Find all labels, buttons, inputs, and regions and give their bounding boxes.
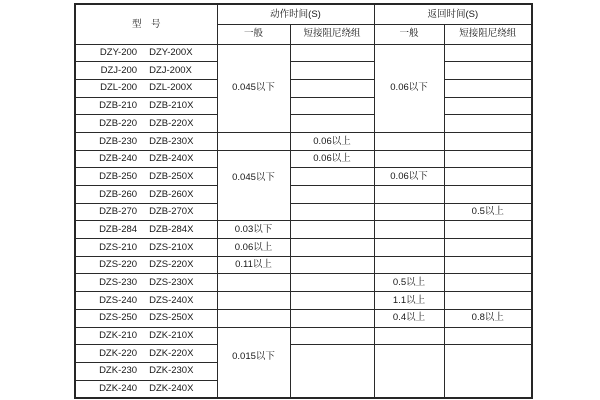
action-time-damped-winding-cell [290, 309, 374, 327]
model-name: DZB-210 [99, 100, 138, 112]
model-name: DZK-220 [99, 347, 138, 359]
table-row [75, 168, 532, 186]
table-row [75, 274, 532, 292]
action-time-general-cell [217, 44, 290, 132]
table-row [75, 62, 532, 80]
action-time-damped-winding-cell [290, 97, 374, 115]
return-time-damped-winding-cell [444, 345, 532, 398]
model-name: DZK-240 [99, 382, 138, 394]
table-row [75, 186, 532, 204]
header-action-damped-winding: 短接阻尼绕组 [290, 24, 374, 44]
model-variant-name: DZK-210X [149, 330, 194, 342]
model-cell [75, 256, 217, 274]
header-action-general: 一般 [217, 24, 290, 44]
model-variant-name: DZB-270X [149, 206, 194, 218]
model-name: DZB-240 [99, 153, 138, 165]
model-cell [75, 239, 217, 257]
return-time-damped-winding-cell [444, 97, 532, 115]
return-time-general-cell [374, 150, 444, 168]
table-row [75, 292, 532, 310]
table-row [75, 239, 532, 257]
model-cell [75, 44, 217, 62]
action-time-general-value: 0.045以下 [232, 82, 275, 94]
header-return-general: 一般 [374, 24, 444, 44]
table-row [75, 309, 532, 327]
model-variant-name: DZS-210X [149, 241, 194, 253]
action-time-damped-winding-cell [290, 44, 374, 62]
return-time-damped-winding-cell [444, 274, 532, 292]
action-time-general-value: 0.015以下 [232, 351, 275, 363]
model-cell [75, 79, 217, 97]
return-time-damped-winding-cell [444, 239, 532, 257]
return-time-damped-winding-cell [444, 132, 532, 150]
model-name: DZY-200 [99, 47, 138, 59]
action-time-damped-winding-cell [290, 292, 374, 310]
return-time-general-cell [374, 168, 444, 186]
return-time-general-cell [374, 256, 444, 274]
action-time-general-cell [217, 274, 290, 292]
return-time-general-cell [374, 309, 444, 327]
table-row [75, 256, 532, 274]
return-time-damped-winding-cell [444, 309, 532, 327]
model-cell [75, 345, 217, 363]
model-variant-name: DZK-220X [149, 347, 194, 359]
table-row [75, 97, 532, 115]
model-name: DZB-250 [99, 170, 138, 182]
action-time-general-cell [217, 256, 290, 274]
model-name: DZJ-200 [100, 64, 138, 76]
model-name: DZS-250 [99, 312, 138, 324]
return-time-damped-winding-cell [444, 221, 532, 239]
model-cell [75, 132, 217, 150]
action-time-general-cell [217, 327, 290, 398]
action-time-damped-winding-cell [290, 274, 374, 292]
action-time-damped-winding-cell [290, 256, 374, 274]
model-cell [75, 62, 217, 80]
table-row [75, 345, 532, 363]
model-name: DZB-284 [99, 223, 138, 235]
model-variant-name: DZB-220X [149, 117, 194, 129]
return-time-damped-winding-cell [444, 62, 532, 80]
model-cell [75, 186, 217, 204]
model-variant-name: DZB-240X [149, 153, 194, 165]
return-time-general-value: 0.06以下 [390, 170, 428, 182]
model-cell [75, 362, 217, 380]
table-row [75, 44, 532, 62]
table-row [75, 132, 532, 150]
relay-timing-table [74, 3, 533, 399]
return-time-damped-winding-cell [444, 203, 532, 221]
model-name: DZS-230 [99, 277, 138, 289]
return-time-damped-winding-cell [444, 256, 532, 274]
model-cell [75, 150, 217, 168]
return-time-general-cell [374, 239, 444, 257]
model-name: DZS-210 [99, 241, 138, 253]
action-time-damped-winding-cell [290, 221, 374, 239]
action-time-general-cell [217, 239, 290, 257]
table-row [75, 221, 532, 239]
table-row [75, 115, 532, 133]
action-time-damped-winding-cell [290, 115, 374, 133]
model-name: DZB-230 [99, 135, 138, 147]
action-time-damped-winding-value: 0.06以上 [313, 153, 351, 165]
return-time-general-cell [374, 132, 444, 150]
model-name: DZB-220 [99, 117, 138, 129]
model-name: DZS-220 [99, 259, 138, 271]
action-time-damped-winding-cell [290, 345, 374, 398]
model-cell [75, 97, 217, 115]
action-time-general-value: 0.11以上 [235, 259, 272, 271]
return-time-general-cell [374, 345, 444, 398]
return-time-general-value: 0.4以上 [392, 312, 426, 324]
return-time-damped-winding-value: 0.5以上 [471, 206, 504, 218]
model-variant-name: DZJ-200X [149, 64, 192, 76]
model-name: DZS-240 [99, 294, 138, 306]
model-variant-name: DZB-230X [149, 135, 194, 147]
return-time-general-cell [374, 327, 444, 345]
return-time-damped-winding-value: 0.8以上 [471, 312, 504, 324]
return-time-general-cell [374, 292, 444, 310]
return-time-damped-winding-cell [444, 115, 532, 133]
model-variant-name: DZS-250X [149, 312, 194, 324]
return-time-damped-winding-cell [444, 79, 532, 97]
action-time-general-value: 0.06以上 [234, 241, 273, 253]
return-time-damped-winding-cell [444, 44, 532, 62]
model-cell [75, 292, 217, 310]
model-name: DZB-260 [99, 188, 138, 200]
return-time-damped-winding-cell [444, 327, 532, 345]
table-row [75, 203, 532, 221]
return-time-damped-winding-cell [444, 168, 532, 186]
return-time-general-value: 0.5以上 [392, 277, 426, 289]
model-cell [75, 327, 217, 345]
model-variant-name: DZB-250X [149, 170, 194, 182]
model-variant-name: DZB-210X [149, 100, 194, 112]
model-variant-name: DZK-230X [149, 365, 194, 377]
action-time-damped-winding-cell [290, 150, 374, 168]
return-time-damped-winding-cell [444, 292, 532, 310]
header-return-damped-winding: 短接阻尼绕组 [444, 24, 532, 44]
action-time-damped-winding-cell [290, 327, 374, 345]
table-body [75, 44, 532, 398]
action-time-general-cell [217, 309, 290, 327]
action-time-damped-winding-cell [290, 132, 374, 150]
model-variant-name: DZY-200X [149, 47, 193, 59]
return-time-general-value: 1.1以上 [392, 294, 426, 306]
model-name: DZK-210 [99, 330, 138, 342]
action-time-damped-winding-cell [290, 239, 374, 257]
model-variant-name: DZB-284X [149, 223, 194, 235]
model-name: DZL-200 [100, 82, 138, 94]
model-variant-name: DZB-260X [149, 188, 194, 200]
action-time-general-cell [217, 150, 290, 221]
return-time-damped-winding-cell [444, 150, 532, 168]
model-variant-name: DZS-230X [149, 277, 194, 289]
action-time-damped-winding-cell [290, 79, 374, 97]
header-return-time: 返回时间(S) [374, 4, 532, 24]
action-time-general-cell [217, 292, 290, 310]
table-row [75, 327, 532, 345]
model-cell [75, 274, 217, 292]
model-variant-name: DZS-240X [149, 294, 194, 306]
model-cell [75, 115, 217, 133]
action-time-general-value: 0.045以下 [232, 171, 275, 183]
action-time-damped-winding-cell [290, 62, 374, 80]
model-variant-name: DZK-240X [149, 382, 194, 394]
model-cell [75, 168, 217, 186]
return-time-general-value: 0.06以下 [390, 82, 428, 94]
model-cell [75, 380, 217, 398]
header-model: 型 号 [75, 4, 217, 44]
header-row-1 [75, 4, 532, 24]
action-time-general-cell [217, 132, 290, 150]
action-time-damped-winding-cell [290, 203, 374, 221]
table-header [75, 4, 532, 44]
header-action-time: 动作时间(S) [217, 4, 374, 24]
table-row [75, 150, 532, 168]
action-time-damped-winding-cell [290, 168, 374, 186]
action-time-damped-winding-value: 0.06以上 [313, 135, 351, 147]
model-variant-name: DZS-220X [149, 259, 194, 271]
model-cell [75, 221, 217, 239]
model-variant-name: DZL-200X [149, 82, 193, 94]
model-cell [75, 309, 217, 327]
table-row [75, 79, 532, 97]
return-time-general-cell [374, 203, 444, 221]
model-name: DZB-270 [99, 206, 138, 218]
return-time-general-cell [374, 221, 444, 239]
return-time-damped-winding-cell [444, 186, 532, 204]
model-name: DZK-230 [99, 365, 138, 377]
return-time-general-cell [374, 44, 444, 132]
action-time-damped-winding-cell [290, 186, 374, 204]
action-time-general-value: 0.03以下 [234, 223, 273, 235]
action-time-general-cell [217, 221, 290, 239]
return-time-general-cell [374, 186, 444, 204]
return-time-general-cell [374, 274, 444, 292]
model-cell [75, 203, 217, 221]
